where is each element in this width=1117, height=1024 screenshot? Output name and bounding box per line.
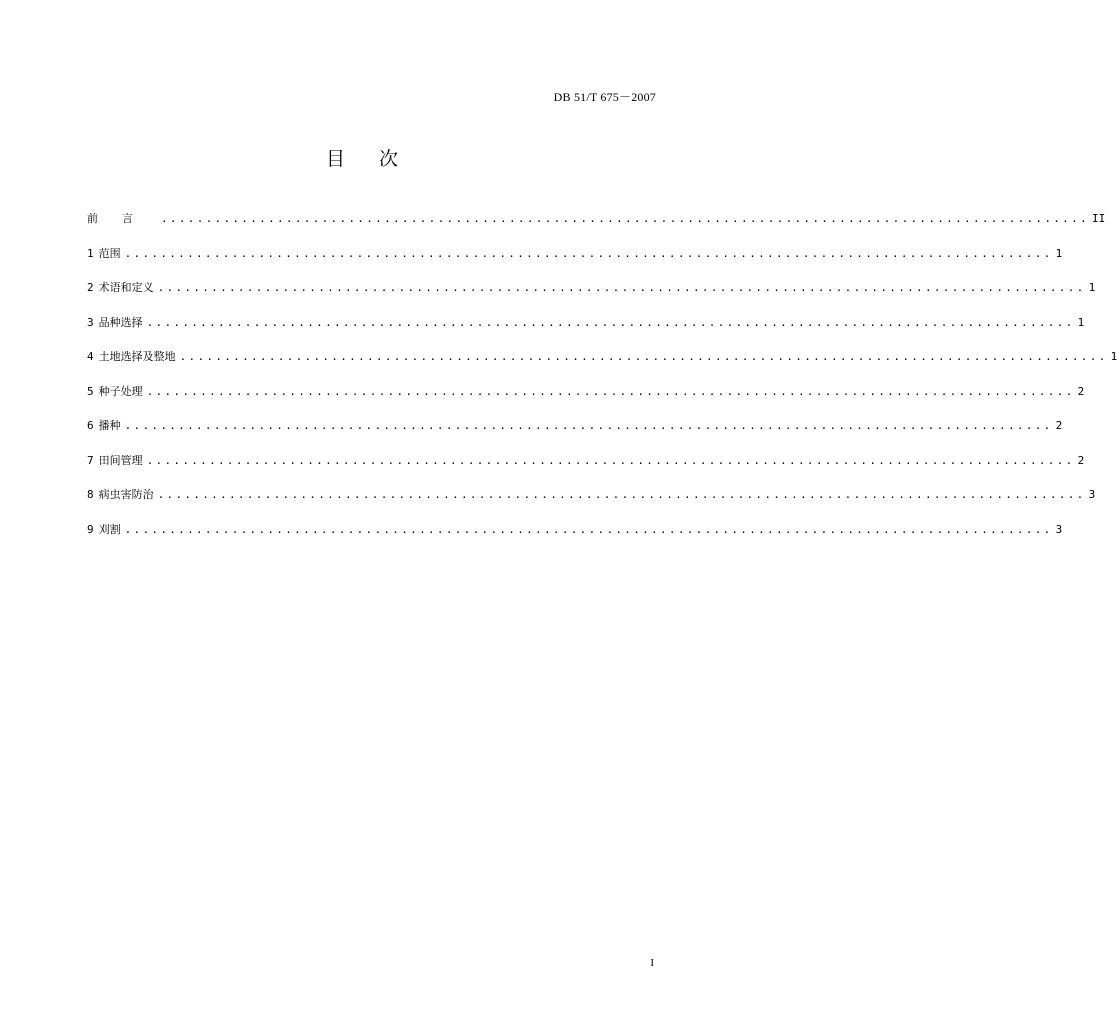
toc-leader-dots: ........................................................................................................ (146, 453, 1075, 467)
toc-entry-number: 2 (87, 281, 94, 294)
toc-entry-field-management[interactable] (87, 452, 1085, 487)
toc-entry-page: 1 (1055, 246, 1063, 260)
toc-entry-number: 3 (87, 315, 94, 329)
toc-entry-pest-control[interactable] (87, 486, 1096, 521)
toc-entry-mowing[interactable] (87, 521, 1063, 556)
toc-leader-dots: ........................................................................................................ (157, 281, 1086, 294)
toc-entry-page: 3 (1088, 488, 1096, 501)
toc-leader-dots: ........................................................................................................ (124, 522, 1053, 536)
toc-leader-dots: ........................................................................................................ (146, 384, 1075, 398)
toc-entry-land[interactable] (87, 348, 1117, 383)
toc-entry-number: 5 (87, 384, 94, 398)
toc-entry-number: 7 (87, 453, 94, 467)
toc-entry-page: II (1091, 212, 1106, 225)
standard-code: DB 51/T 675－2007 (553, 90, 656, 104)
toc-entry-label: 田间管理 (98, 453, 143, 467)
toc-entry-sowing[interactable] (87, 417, 1063, 452)
toc-entry-label: 刈割 (98, 522, 121, 536)
toc-entry-label: 播种 (98, 419, 121, 432)
toc-entry-number: 8 (87, 488, 94, 501)
toc-entry-page: 1 (1088, 281, 1096, 294)
toc-leader-dots: ........................................................................................................ (146, 315, 1075, 329)
toc-entry-page: 1 (1077, 315, 1085, 329)
toc-entry-number: 6 (87, 419, 94, 432)
table-of-contents (87, 210, 1117, 555)
toc-entry-label: 术语和定义 (98, 281, 154, 294)
toc-entry-seed[interactable] (87, 383, 1085, 418)
toc-entry-scope[interactable] (87, 245, 1063, 280)
toc-title: 目次 (325, 148, 432, 170)
toc-entry-terms[interactable] (87, 279, 1096, 314)
toc-entry-number: 9 (87, 522, 94, 536)
toc-entry-label: 范围 (98, 246, 121, 260)
toc-entry-label: 土地选择及整地 (98, 350, 176, 363)
toc-leader-dots: ........................................................................................................ (161, 212, 1089, 225)
toc-entry-number: 1 (87, 246, 94, 260)
toc-entry-page: 2 (1077, 384, 1085, 398)
toc-entry-page: 3 (1055, 522, 1063, 536)
toc-entry-label: 品种选择 (98, 315, 143, 329)
toc-entry-label: 种子处理 (98, 384, 143, 398)
toc-leader-dots: ........................................................................................................ (179, 350, 1108, 363)
toc-leader-dots: ........................................................................................................ (157, 488, 1086, 501)
toc-entry-number: 4 (87, 350, 94, 363)
toc-entry-page: 2 (1055, 419, 1063, 432)
toc-entry-foreword[interactable] (87, 210, 1106, 245)
toc-leader-dots: ........................................................................................................ (124, 419, 1053, 432)
toc-entry-label: 病虫害防治 (98, 488, 154, 501)
toc-entry-label: 前言 (87, 212, 157, 225)
toc-entry-page: 2 (1077, 453, 1085, 467)
toc-leader-dots: ........................................................................................................ (124, 246, 1053, 260)
toc-entry-variety[interactable] (87, 314, 1085, 349)
page-number: I (650, 957, 654, 969)
toc-entry-page: 1 (1110, 350, 1117, 363)
